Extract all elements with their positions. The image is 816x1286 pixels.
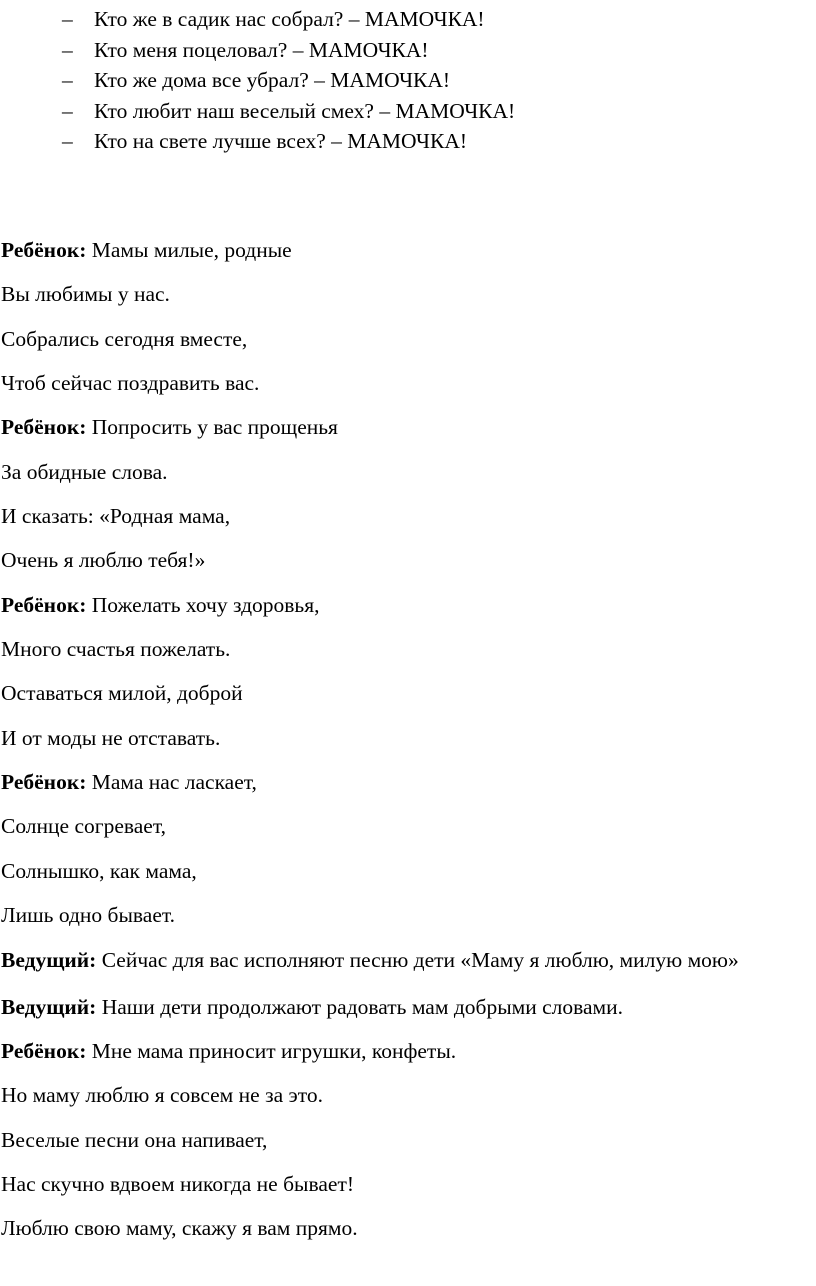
line-text: Наши дети продолжают радовать мам добрыми словами. (96, 994, 624, 1019)
poem-line (1, 760, 801, 804)
dash-marker: – (62, 7, 73, 31)
dash-marker: – (62, 37, 73, 62)
line-text: Веселые песни она напивает, (1, 1127, 268, 1152)
poem-line (1, 985, 801, 1029)
poem-line (1, 272, 801, 316)
line-text: Мамы милые, родные (86, 238, 292, 262)
poem-body (1, 228, 801, 1251)
poem-line (1, 405, 801, 449)
list-item-text: Кто меня поцеловал? – МАМОЧКА! (94, 37, 429, 62)
line-text: Попросить у вас прощенья (86, 415, 338, 440)
line-text: Оставаться милой, доброй (1, 681, 243, 706)
speaker-label: Ребёнок: (1, 1038, 87, 1063)
poem-line (1, 938, 801, 985)
line-text: Солнце согревает, (1, 814, 166, 839)
poem-line (1, 1206, 801, 1250)
line-text: За обидные слова. (1, 459, 168, 484)
poem-line (1, 627, 801, 671)
speaker-label: Ребёнок: (1, 592, 87, 617)
line-text: Пожелать хочу здоровья, (86, 592, 320, 617)
poem-line (1, 361, 801, 405)
dash-marker: – (62, 129, 73, 153)
poem-line (1, 893, 801, 937)
dash-marker: – (62, 68, 73, 92)
line-text: И от моды не отставать. (1, 725, 221, 750)
line-text: Люблю свою маму, скажу я вам прямо. (1, 1216, 358, 1241)
dash-marker: – (62, 98, 73, 123)
line-text: И сказать: «Родная мама, (1, 504, 231, 529)
poem-line (1, 1073, 801, 1117)
line-text: Много счастья пожелать. (1, 637, 231, 662)
line-text: Очень я люблю тебя!» (1, 548, 206, 573)
line-text: Но маму люблю я совсем не за это. (1, 1083, 323, 1108)
line-text: Мне мама приносит игрушки, конфеты. (86, 1038, 457, 1063)
line-text: Солнышко, как мама, (1, 858, 197, 883)
line-text: Мама нас ласкает, (86, 770, 257, 795)
list-item-text: Кто же в садик нас собрал? – МАМОЧКА! (94, 7, 485, 31)
poem-line (1, 538, 801, 582)
poem-line (1, 671, 801, 715)
line-text: Нас скучно вдвоем никогда не бывает! (1, 1171, 354, 1196)
line-text: Вы любимы у нас. (1, 282, 170, 307)
line-text: Сейчас для вас исполняют песню дети «Маму я люблю, милую мою» (96, 947, 739, 972)
list-item-text: Кто на свете лучше всех? – МАМОЧКА! (94, 129, 468, 153)
poem-line (1, 1162, 801, 1206)
poem-line (1, 1118, 801, 1162)
line-text: Собрались сегодня вместе, (1, 326, 248, 351)
poem-line (1, 228, 801, 272)
poem-line (1, 804, 801, 848)
poem-line (1, 450, 801, 494)
speaker-label: Ребёнок: (1, 238, 87, 262)
poem-line (1, 1029, 801, 1073)
speaker-label: Ребёнок: (1, 770, 87, 795)
poem-line (1, 583, 801, 627)
list-item-text: Кто же дома все убрал? – МАМОЧКА! (94, 68, 451, 92)
list-item-text: Кто любит наш веселый смех? – МАМОЧКА! (94, 98, 516, 123)
poem-line (1, 716, 801, 760)
line-text: Лишь одно бывает. (1, 903, 176, 928)
speaker-label: Ребёнок: (1, 415, 87, 440)
line-text: Чтоб сейчас поздравить вас. (1, 371, 260, 396)
speaker-label: Ведущий: (1, 947, 97, 972)
poem-line (1, 494, 801, 538)
speaker-label: Ведущий: (1, 994, 97, 1019)
poem-line (1, 317, 801, 361)
poem-line (1, 849, 801, 893)
